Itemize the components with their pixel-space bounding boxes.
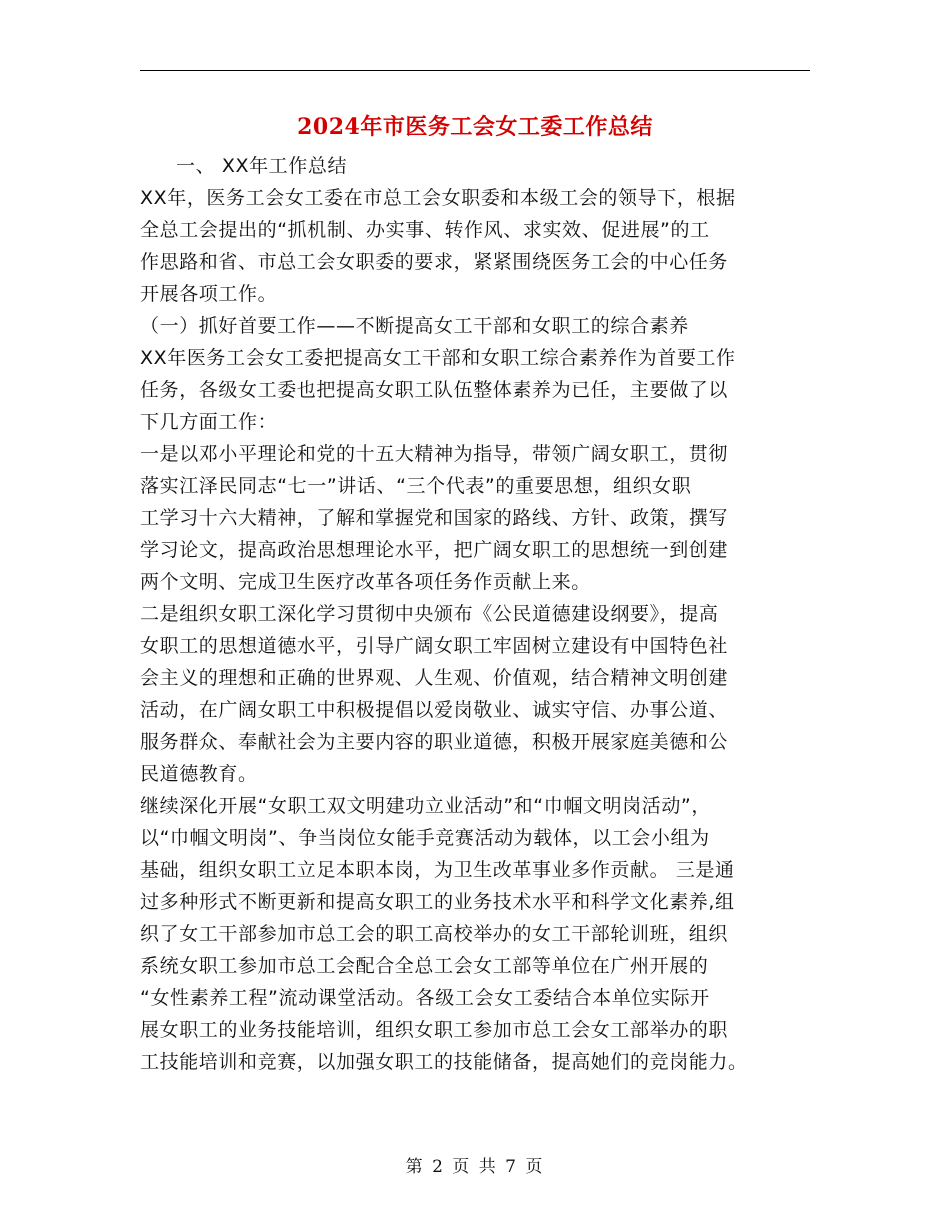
- body-line: 任务，各级女工委也把提高女职工队伍整体素养为已任，主要做了以: [140, 379, 729, 401]
- body-line: 过多种形式不断更新和提高女职工的业务技术水平和科学文化素养,组: [140, 891, 735, 913]
- body-line: 系统女职工参加市总工会配合全总工会女工部等单位在广州开展的: [140, 955, 709, 977]
- body-line: 下几方面工作：: [140, 411, 278, 433]
- body-line: 一是以邓小平理论和党的十五大精神为指导，带领广阔女职工，贯彻: [140, 443, 729, 465]
- body-line: 工学习十六大精神，了解和掌握党和国家的路线、方针、政策，撰写: [140, 507, 729, 529]
- body-line: “女性素养工程”流动课堂活动。各级工会女工委结合本单位实际开: [140, 987, 710, 1009]
- body-line: 作思路和省、市总工会女职委的要求，紧紧围绕医务工会的中心任务: [140, 251, 729, 273]
- body-line: 落实江泽民同志“七一”讲话、“三个代表”的重要思想，组织女职: [140, 475, 692, 497]
- body-line: XX年，医务工会女工委在市总工会女职委和本级工会的领导下，根据: [140, 187, 736, 209]
- body-line: 开展各项工作。: [140, 283, 278, 305]
- body-line: 会主义的理想和正确的世界观、人生观、价值观，结合精神文明创建: [140, 667, 729, 689]
- body-line: 工技能培训和竞赛，以加强女职工的技能储备，提高她们的竞岗能力。: [140, 1051, 748, 1073]
- body-line: 民道德教育。: [140, 763, 258, 785]
- body-line: 两个文明、完成卫生医疗改革各项任务作贡献上来。: [140, 571, 591, 593]
- subsection-heading: （一）抓好首要工作——不断提高女工干部和女职工的综合素养: [140, 315, 689, 337]
- body-line: 基础，组织女职工立足本职本岗，为卫生改革事业多作贡献。 三是通: [140, 859, 735, 881]
- document-title: 2024年市医务工会女工委工作总结: [297, 114, 653, 140]
- body-line: 以“巾帼文明岗”、争当岗位女能手竞赛活动为载体，以工会小组为: [140, 827, 710, 849]
- body-line: 活动，在广阔女职工中积极提倡以爱岗敬业、诚实守信、办事公道、: [140, 699, 729, 721]
- body-line: 继续深化开展“女职工双文明建功立业活动”和“巾帼文明岗活动”，: [140, 795, 711, 817]
- section-heading: 一、 XX年工作总结: [176, 155, 348, 177]
- body-line: XX年医务工会女工委把提高女工干部和女职工综合素养作为首要工作: [140, 347, 736, 369]
- body-line: 全总工会提出的“抓机制、办实事、转作风、求实效、促进展”的工: [140, 219, 710, 241]
- body-line: 二是组织女职工深化学习贯彻中央颁布《公民道德建设纲要》，提高: [140, 603, 719, 625]
- body-line: 服务群众、奉献社会为主要内容的职业道德，积极开展家庭美德和公: [140, 731, 729, 753]
- body-line: 学习论文，提高政治思想理论水平，把广阔女职工的思想统一到创建: [140, 539, 729, 561]
- header-rule: [140, 70, 810, 71]
- page-number-footer: 第 2 页 共 7 页: [405, 1157, 545, 1177]
- document-body: [140, 150, 810, 1078]
- body-line: 展女职工的业务技能培训，组织女职工参加市总工会女工部举办的职: [140, 1019, 729, 1041]
- body-line: 女职工的思想道德水平，引导广阔女职工牢固树立建设有中国特色社: [140, 635, 729, 657]
- body-line: 织了女工干部参加市总工会的职工高校举办的女工干部轮训班，组织: [140, 923, 729, 945]
